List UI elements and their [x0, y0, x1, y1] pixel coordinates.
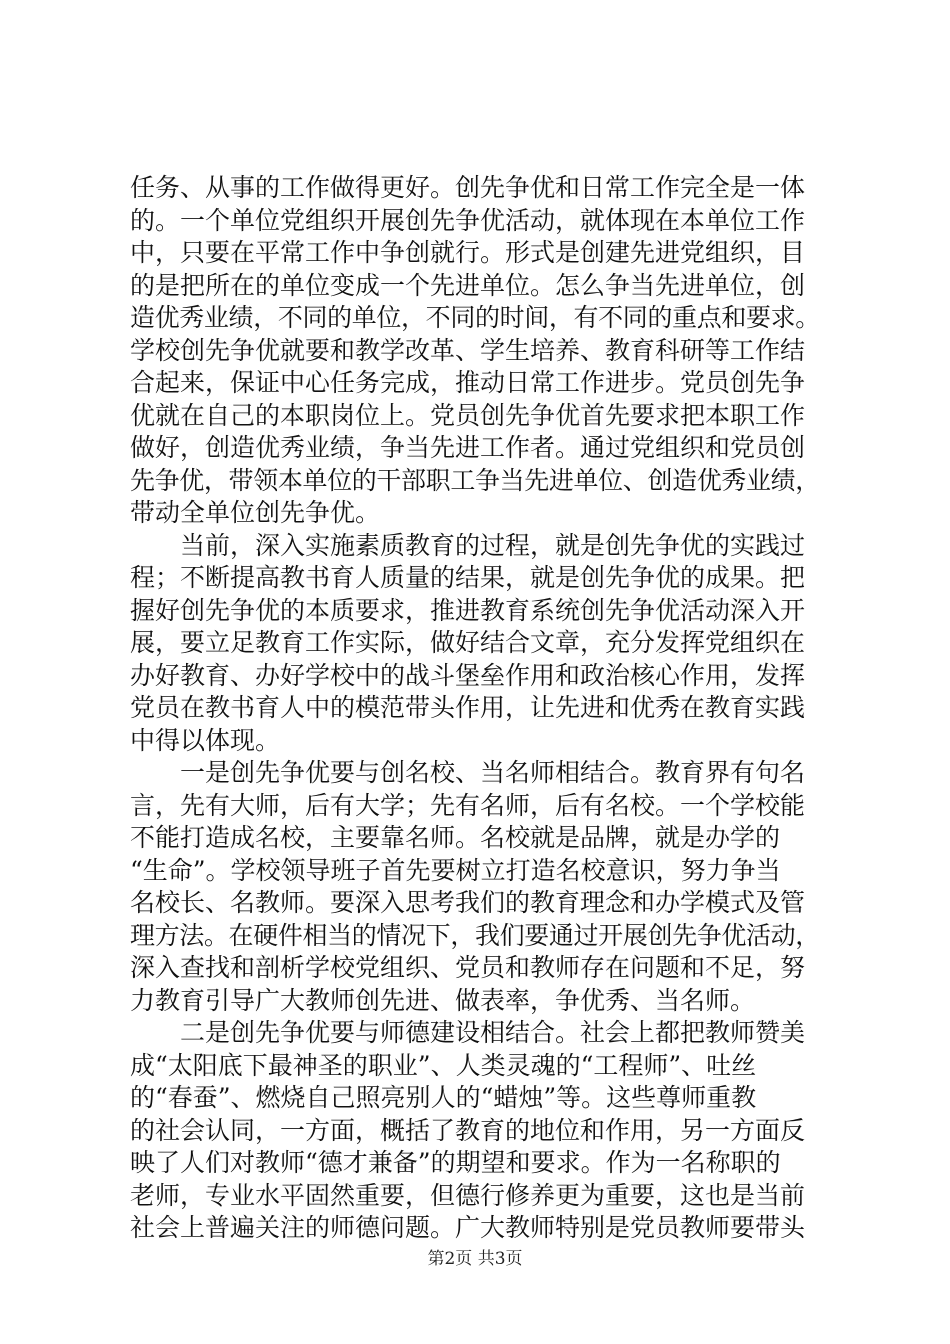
text-line: “生命”。学校领导班子首先要树立打造名校意识，努力争当: [130, 855, 781, 885]
text-line: 程；不断提高教书育人质量的结果，就是创先争优的成果。把: [130, 563, 806, 592]
text-line: 的。一个单位党组织开展创先争优活动，就体现在本单位工作: [130, 205, 806, 235]
text-line: 老师，专业水平固然重要，但德行修养更为重要，这也是当前: [130, 1180, 806, 1210]
text-line: 的是把所在的单位变成一个先进单位。怎么争当先进单位，创: [130, 270, 806, 300]
text-line: 党员在教书育人中的模范带头作用，让先进和优秀在教育实践: [130, 693, 806, 722]
paragraph-first-line: 当前，深入实施素质教育的过程，就是创先争优的实践过: [180, 530, 806, 560]
text-line: 中得以体现。: [130, 725, 281, 755]
document-body: [130, 172, 820, 1245]
text-line: 深入查找和剖析学校党组织、党员和教师存在问题和不足，努: [130, 953, 806, 982]
page-footer: 第2页 共3页: [427, 1249, 523, 1269]
text-line: 言，先有大师，后有大学；先有名师，后有名校。一个学校能: [130, 790, 806, 820]
text-line: 办好教育、办好学校中的战斗堡垒作用和政治核心作用，发挥: [130, 660, 806, 690]
text-line: 成“太阳底下最神圣的职业”、人类灵魂的“工程师”、吐丝: [130, 1050, 757, 1080]
text-line: 中，只要在平常工作中争创就行。形式是创建先进党组织，目: [130, 238, 806, 267]
text-line: 握好创先争优的本质要求，推进教育系统创先争优活动深入开: [130, 595, 806, 625]
text-line: 造优秀业绩，不同的单位，不同的时间，有不同的重点和要求。: [130, 303, 820, 332]
text-line: 带动全单位创先争优。: [130, 498, 381, 527]
text-line: 任务、从事的工作做得更好。创先争优和日常工作完全是一体: [130, 173, 806, 202]
text-line: 社会上普遍关注的师德问题。广大教师特别是党员教师要带头: [130, 1213, 806, 1242]
text-line: 名校长、名教师。要深入思考我们的教育理念和办学模式及管: [130, 888, 806, 917]
text-line: 的“春蚕”、燃烧自己照亮别人的“蜡烛”等。这些尊师重教: [130, 1083, 757, 1112]
text-line: 理方法。在硬件相当的情况下，我们要通过开展创先争优活动，: [130, 920, 820, 950]
text-line: 不能打造成名校，主要靠名师。名校就是品牌，就是办学的: [130, 823, 781, 852]
paragraph-first-line: 一是创先争优要与创名校、当名师相结合。教育界有句名: [180, 758, 806, 787]
text-line: 力教育引导广大教师创先进、做表率，争优秀、当名师。: [130, 985, 756, 1015]
paragraph-first-line: 二是创先争优要与师德建设相结合。社会上都把教师赞美: [180, 1018, 806, 1047]
text-line: 的社会认同，一方面，概括了教育的地位和作用，另一方面反: [130, 1115, 806, 1145]
text-line: 先争优，带领本单位的干部职工争当先进单位、创造优秀业绩，: [130, 465, 820, 495]
text-line: 合起来，保证中心任务完成，推动日常工作进步。党员创先争: [130, 368, 806, 397]
text-line: 优就在自己的本职岗位上。党员创先争优首先要求把本职工作: [130, 400, 806, 430]
text-line: 学校创先争优就要和教学改革、学生培养、教育科研等工作结: [130, 335, 806, 365]
text-line: 展，要立足教育工作实际，做好结合文章，充分发挥党组织在: [130, 628, 806, 657]
text-line: 映了人们对教师“德才兼备”的期望和要求。作为一名称职的: [130, 1148, 781, 1177]
text-line: 做好，创造优秀业绩，争当先进工作者。通过党组织和党员创: [130, 433, 806, 462]
